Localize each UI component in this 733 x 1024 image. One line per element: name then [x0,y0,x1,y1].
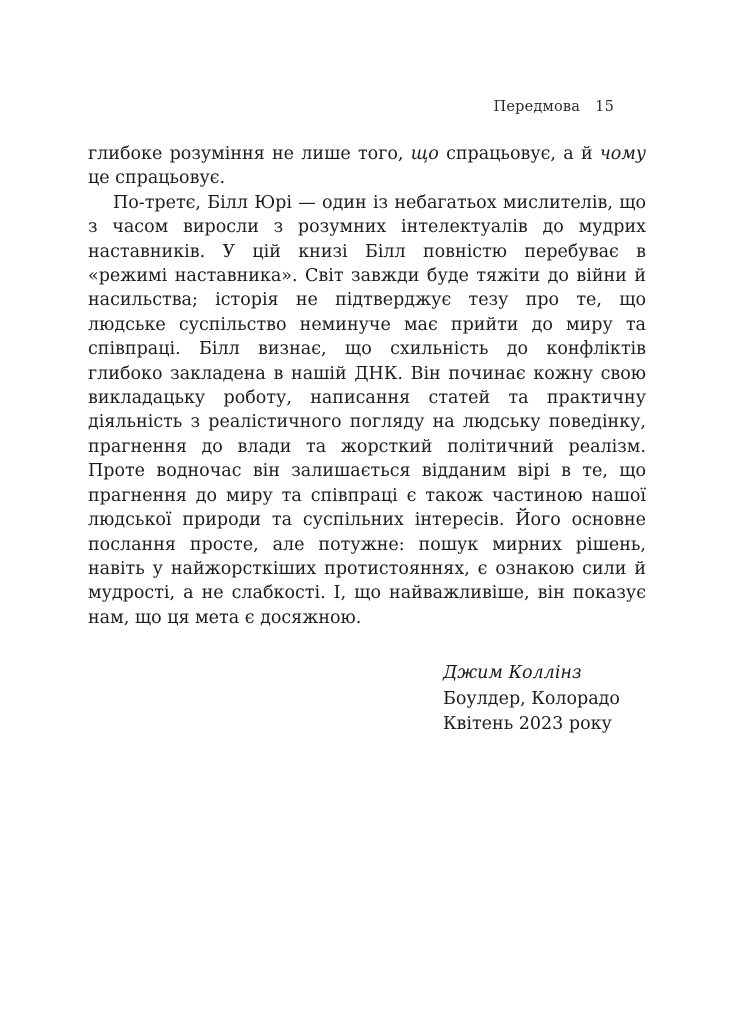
signature-author: Джим Коллінз [443,663,582,684]
page-body [88,142,646,630]
signature-block [88,661,646,738]
running-head-title: Передмова [493,99,581,115]
paragraph [88,191,646,630]
signature-date: Квітень 2023 року [443,714,612,735]
italic-text-segment: що [410,144,439,164]
text-segment: По-третє, Білл Юрі — один із небагатьох мислителів, що з часом виросли з розумних інтелектуалів до мудрих наставників. У цій книзі Білл повністю перебуває в «режимі наставника». Світ завжди буде тяжіти до війни й насильства; історія не підтверджує тезу про те, що людське суспільство неминуче має прийти до миру та співпраці. Білл визнає, що схильність до конфліктів глибоко закладена в нашій ДНК. Він починає кожну свою викладацьку роботу, написання статей та практичну діяльність з реалістичного погляду на людську поведінку, прагнення до влади та жорсткий політичний реалізм. Проте водночас він залишається відданим вірі в те, що прагнення до миру та співпраці є також частиною нашої людської природи та суспільних інтересів. Його основне послання просте, але потужне: пошук мирних рішень, навіть у найжорсткіших протистояннях, є ознакою сили й мудрості, а не слабкості. І, що найважливіше, він показує нам, що ця мета є досяжною. [88,192,646,628]
running-head [88,100,646,115]
signature-location: Боулдер, Колорадо [443,688,620,709]
text-segment: глибоке розуміння не лише того, [88,144,411,164]
page-number: 15 [595,99,614,115]
italic-text-segment: чому [599,144,646,164]
text-segment: це спрацьовує. [88,168,226,189]
paragraph [88,142,646,191]
text-segment: спрацьовує, а й [438,144,600,164]
